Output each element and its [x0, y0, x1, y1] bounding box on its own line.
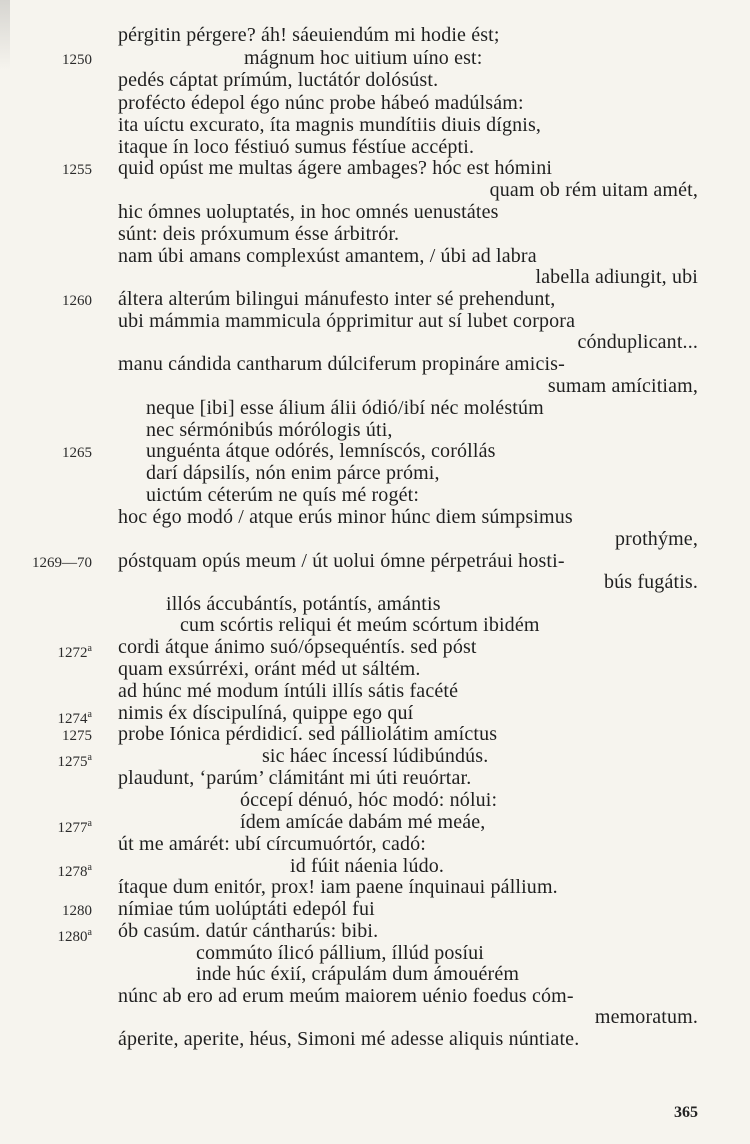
- page-number: 365: [674, 1104, 698, 1121]
- verse-line: probe Iónica pérdidicí. sed pálliolátim amíctus: [118, 723, 498, 745]
- verse-line: ubi mámmia mammicula ópprimitur aut sí lubet corpora: [118, 310, 576, 332]
- line-number: 1275$^a$: [57, 752, 92, 770]
- line-number: 1272$^a$: [57, 643, 92, 661]
- verse-line: darí dápsilís, nón enim párce prómi,: [146, 462, 440, 484]
- line-number: 1280$^a$: [57, 927, 92, 945]
- verse-line: labella adiungit, ubi: [535, 266, 698, 288]
- verse-line: mágnum hoc uitium uíno est:: [244, 47, 483, 69]
- verse-line: cordi átque ánimo suó/ópsequéntís. sed póst: [118, 636, 477, 658]
- verse-line: commúto ílicó pállium, íllúd posíui: [196, 942, 485, 964]
- verse-line: út me amárét: ubí círcumuórtór, cadó:: [118, 833, 426, 855]
- line-number: 1277$^a$: [57, 818, 92, 836]
- verse-line: nam úbi amans complexúst amantem, / úbi ad labra: [118, 245, 537, 267]
- verse-line: sic háec íncessí lúdibúndús.: [262, 745, 489, 767]
- verse-line: neque [ibi] esse álium álii ódió/ibí néc moléstúm: [146, 397, 544, 419]
- verse-line: manu cándida cantharum dúlciferum propináre amicis-: [118, 353, 565, 375]
- line-number: 1269—70: [32, 555, 92, 571]
- verse-line: id fúit náenia lúdo.: [290, 855, 445, 877]
- verse-line: hoc égo modó / atque erús minor húnc diem súmpsimus: [118, 506, 573, 528]
- verse-line: pérgitin pérgere? áh! sáeuiendúm mi hodie ést;: [118, 24, 500, 46]
- line-number: 1265: [62, 445, 92, 461]
- verse-line: óccepí dénuó, hóc modó: nólui:: [240, 789, 498, 811]
- verse-line: illós áccubántís, potántís, amántis: [166, 593, 441, 615]
- verse-line: ad húnc mé modum íntúli illís sátis facété: [118, 680, 459, 702]
- verse-line: quid opúst me multas ágere ambages? hóc est hómini: [118, 157, 553, 179]
- verse-line: hic ómnes uoluptatés, in hoc omnés uenustátes: [118, 201, 499, 223]
- verse-line: plaudunt, ‘parúm’ clámitánt mi úti reuórtar.: [118, 767, 472, 789]
- verse-line: uictúm céterúm ne quís mé rogét:: [146, 484, 420, 506]
- line-number: 1255: [62, 162, 92, 178]
- verse-line: póstquam opús meum / út uolui ómne pérpetráui hosti-: [118, 550, 565, 572]
- verse-line: bús fugátis.: [603, 571, 698, 593]
- page-edge-mark: [0, 0, 10, 70]
- verse-line: unguénta átque odórés, lemníscós, coróllás: [146, 440, 496, 462]
- verse-line: núnc ab ero ad erum meúm maiorem uénio foedus cóm-: [118, 985, 574, 1007]
- line-number: 1278$^a$: [57, 862, 92, 880]
- verse-line: súnt: deis próxumum ésse árbitrór.: [118, 223, 400, 245]
- verse-line: cónduplicant...: [577, 331, 698, 353]
- verse-line: memoratum.: [594, 1006, 698, 1028]
- line-number: 1274$^a$: [57, 709, 92, 727]
- verse-line: ób casúm. datúr cántharús: bibi.: [118, 920, 379, 942]
- verse-line: prothýme,: [614, 528, 698, 550]
- verse-line: quam ob rém uitam amét,: [489, 179, 698, 201]
- line-number: 1275: [62, 728, 92, 744]
- verse-line: profécto édepol égo núnc probe hábeó madúlsám:: [118, 92, 524, 114]
- verse-line: nec sérmónibús mórólogis úti,: [146, 419, 393, 441]
- verse-line: pedés cáptat prímúm, luctátór dolósúst.: [118, 69, 439, 91]
- line-number: 1280: [62, 903, 92, 919]
- verse-line: áltera alterúm bilingui mánufesto inter sé prehendunt,: [118, 288, 556, 310]
- verse-line: nímiae túm uolúptáti edepól fui: [118, 898, 375, 920]
- verse-line: itaque ín loco féstiuó sumus féstíue accépti.: [118, 136, 475, 158]
- verse-line: áperite, aperite, héus, Simoni mé adesse aliquis núntiate.: [118, 1028, 580, 1050]
- verse-line: quam exsúrréxi, oránt méd ut sáltém.: [118, 658, 421, 680]
- verse-line: ítaque dum enitór, prox! iam paene ínquinaui pállium.: [118, 876, 558, 898]
- verse-line: inde húc éxií, crápulám dum ámouérém: [196, 963, 520, 985]
- verse-line: nimis éx díscipulíná, quippe ego quí: [118, 702, 414, 724]
- line-number: 1250: [62, 52, 92, 68]
- verse-line: cum scórtis reliqui ét meúm scórtum ibidém: [180, 614, 540, 636]
- verse-line: sumam amícitiam,: [547, 375, 698, 397]
- line-number: 1260: [62, 293, 92, 309]
- verse-line: ita uíctu excurato, íta magnis mundítiis diuis dígnis,: [118, 114, 542, 136]
- verse-line: ídem amícáe dabám mé meáe,: [240, 811, 486, 833]
